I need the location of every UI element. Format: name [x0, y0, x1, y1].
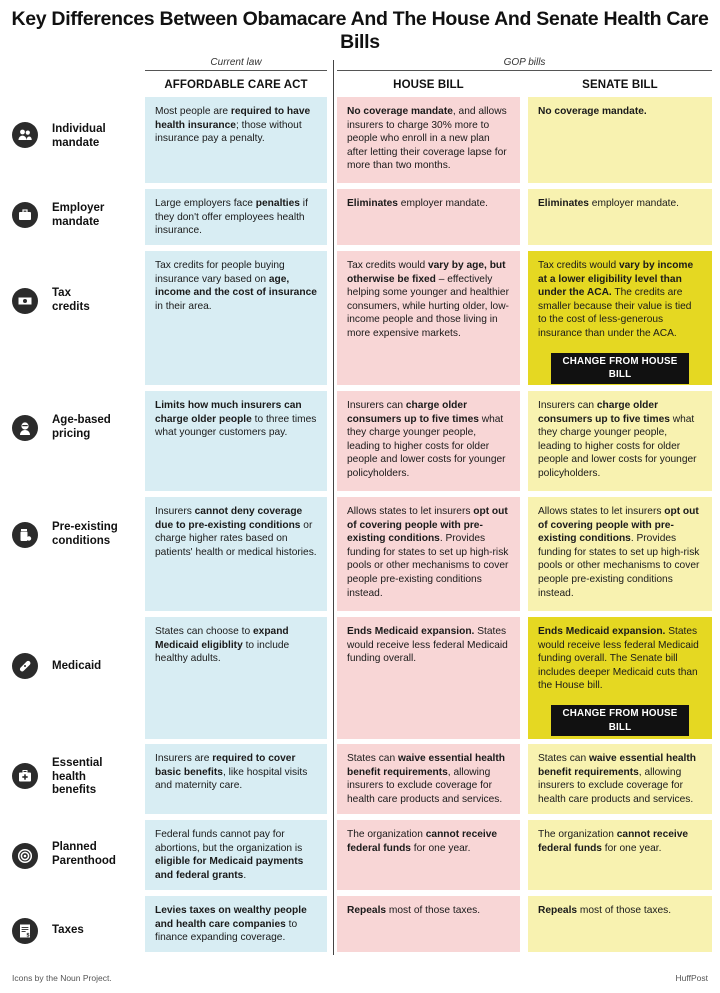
row-label-line: health: [52, 770, 86, 783]
cell-text: [155, 197, 317, 238]
cell-house-medicaid: [337, 617, 520, 739]
gop-bills-rule: [337, 70, 712, 71]
body-text: , allowing insurers to exclude coverage for health care products and services.: [347, 766, 503, 805]
body-text: ; those without insurance pay a penalty.: [155, 119, 302, 145]
cell-senate-taxes: [528, 896, 712, 952]
body-text: States can: [538, 753, 589, 764]
emphasis-text: Ends Medicaid expansion.: [538, 626, 666, 637]
cell-text: [347, 625, 510, 666]
body-text: or charge higher rates based on patients' health or medical histories.: [155, 519, 317, 558]
emphasis-text: required to have health insurance: [155, 106, 311, 131]
body-text: – effectively helping some younger and healthier consumers, while hurting older, low-income people and those living in more expensive markets.: [347, 273, 509, 339]
cell-senate-individual-mandate: [528, 97, 712, 183]
emphasis-text: Eliminates: [347, 198, 398, 209]
body-text: States can choose to: [155, 626, 253, 637]
body-text: most of those taxes.: [386, 905, 481, 916]
cell-text: [347, 752, 510, 806]
svg-text:$: $: [26, 932, 30, 939]
emphasis-text: Eliminates: [538, 198, 589, 209]
emphasis-text: required to cover basic benefits: [155, 753, 296, 778]
row-label-line: mandate: [52, 136, 100, 149]
row-label-line: Parenthood: [52, 854, 116, 867]
cell-aca-essential-health-benefits: [145, 744, 327, 814]
cell-text: [155, 904, 317, 945]
cell-text: [538, 399, 702, 481]
elderly-person-icon: [12, 415, 38, 441]
cell-senate-employer-mandate: [528, 189, 712, 245]
emphasis-text: eligible for Medicaid payments and federal grants: [155, 856, 304, 881]
cell-house-age-based-pricing: [337, 391, 520, 491]
cell-senate-pre-existing-conditions: [528, 497, 712, 611]
publisher-brand: HuffPost: [675, 973, 708, 983]
body-text: to finance expanding coverage.: [155, 918, 298, 944]
row-label-line: Age-based: [52, 414, 111, 426]
row-label-pre-existing-conditions: [52, 521, 142, 548]
emphasis-text: waive essential health benefit requirements: [538, 753, 696, 778]
row-label-line: pricing: [52, 427, 91, 440]
body-text: The organization: [538, 829, 617, 840]
row-label-line: benefits: [52, 784, 97, 796]
cell-aca-medicaid: [145, 617, 327, 739]
body-text: , allowing insurers to exclude coverage for health care products and services.: [538, 766, 694, 805]
body-text: , like hospital visits and maternity care.: [155, 766, 308, 792]
body-text: Allows states to let insurers: [347, 506, 474, 517]
cell-house-individual-mandate: [337, 97, 520, 183]
column-header-aca: AFFORDABLE CARE ACT: [164, 79, 308, 91]
cell-text: [347, 828, 510, 855]
body-text: Insurers can: [538, 400, 597, 411]
cell-text: [538, 259, 702, 341]
cell-text: [538, 752, 702, 806]
body-text: . Provides funding for states to set up high-risk pools or other mechanisms to cover people pre-existing conditions instead.: [538, 533, 700, 599]
cell-senate-tax-credits: [528, 251, 712, 385]
row-label-age-based-pricing: [52, 414, 142, 441]
emphasis-text: No coverage mandate.: [538, 106, 647, 117]
current-law-rule: [145, 70, 327, 71]
body-text: The credits are smaller because their value is tied to the cost of less-generous insurance than under the ACA.: [538, 287, 692, 339]
change-from-house-badge: CHANGE FROM HOUSE BILL: [551, 705, 689, 736]
icon-credit: Icons by the Noun Project.: [12, 973, 112, 983]
row-label-line: Employer: [52, 202, 105, 214]
cell-text: [347, 259, 510, 341]
cell-text: [538, 904, 702, 918]
body-text: for one year.: [601, 842, 662, 854]
cell-text: [538, 505, 702, 600]
row-label-line: mandate: [52, 215, 100, 228]
body-text: States would receive less federal Medicaid funding overall. The Senate bill includes deeper Medicaid cuts than the House bill.: [538, 626, 699, 692]
cell-senate-essential-health-benefits: [528, 744, 712, 814]
emphasis-text: cannot receive federal funds: [538, 829, 689, 854]
money-icon: [12, 288, 38, 314]
cell-aca-tax-credits: [145, 251, 327, 385]
cell-text: [347, 904, 510, 918]
row-label-planned-parenthood: [52, 841, 142, 868]
current-law-subheader: Current law: [210, 57, 262, 68]
body-text: Tax credits would: [538, 260, 619, 271]
cell-aca-taxes: [145, 896, 327, 952]
pill-bottle-icon: [12, 522, 38, 548]
cell-text: [538, 105, 702, 119]
emphasis-text: penalties: [255, 198, 300, 209]
row-label-line: credits: [52, 300, 90, 313]
body-text: . Provides funding for states to set up high-risk pools or other mechanisms to cover people pre-existing conditions instead.: [347, 533, 509, 599]
body-text: Large employers face: [155, 198, 256, 209]
cell-text: [155, 505, 317, 559]
cell-text: [347, 197, 510, 211]
emphasis-text: Ends Medicaid expansion.: [347, 626, 475, 637]
row-label-line: Medicaid: [52, 660, 102, 672]
cell-text: [155, 399, 317, 440]
row-label-essential-health-benefits: [52, 757, 142, 798]
row-label-line: Taxes: [52, 924, 84, 936]
cell-house-taxes: [337, 896, 520, 952]
cell-text: [155, 752, 317, 793]
body-text: employer mandate.: [588, 198, 680, 209]
cell-text: [347, 105, 510, 173]
emphasis-text: Repeals: [538, 905, 578, 916]
cell-house-planned-parenthood: [337, 820, 520, 890]
emphasis-text: waive essential health benefit requirements: [347, 753, 505, 778]
emphasis-text: Repeals: [347, 905, 387, 916]
body-text: employer mandate.: [397, 198, 489, 209]
body-text: Most people are: [155, 106, 231, 117]
row-label-taxes: [52, 924, 142, 938]
body-text: The organization: [347, 829, 426, 840]
row-label-line: conditions: [52, 534, 111, 547]
row-label-medicaid: [52, 660, 142, 674]
body-text: .: [243, 869, 247, 881]
cell-aca-planned-parenthood: [145, 820, 327, 890]
body-text: Insurers can: [347, 400, 406, 411]
body-text: Tax credits would: [347, 260, 428, 271]
emphasis-text: vary by income at a lower eligibility level than under the ACA.: [538, 260, 694, 299]
column-header-senate: SENATE BILL: [582, 79, 658, 91]
body-text: to include healthy adults.: [155, 639, 290, 665]
row-label-line: Essential: [52, 757, 103, 769]
cell-aca-pre-existing-conditions: [145, 497, 327, 611]
row-label-tax-credits: [52, 287, 142, 314]
cell-text: [538, 625, 702, 693]
row-label-line: Individual: [52, 123, 106, 135]
body-text: Federal funds cannot pay for abortions, but the organization is: [155, 829, 303, 854]
body-text: States would receive less federal Medicaid funding overall.: [347, 626, 508, 665]
body-text: what they charge younger people, leading to higher costs for older people and lower costs for younger policyholders.: [347, 413, 506, 479]
cell-house-employer-mandate: [337, 189, 520, 245]
emphasis-text: cannot deny coverage due to pre-existing conditions: [155, 506, 303, 531]
body-text: Insurers are: [155, 753, 213, 764]
cell-house-tax-credits: [337, 251, 520, 385]
body-text: if they don't offer employees health insurance.: [155, 198, 308, 237]
emphasis-text: cannot receive federal funds: [347, 829, 498, 854]
row-label-individual-mandate: [52, 123, 142, 150]
cell-text: [347, 399, 510, 481]
emphasis-text: opt out of covering people with pre-existing conditions: [538, 506, 699, 545]
body-text: Tax credits for people buying insurance vary based on: [155, 260, 285, 285]
body-text: , and allows insurers to charge 30% more to people who enroll in a new plan after letting their coverage lapse for more than two months.: [347, 106, 507, 172]
emphasis-text: Levies taxes on wealthy people and health care companies: [155, 905, 307, 930]
cell-aca-age-based-pricing: [145, 391, 327, 491]
body-text: to three times what younger customers pay.: [155, 413, 317, 439]
briefcase-icon: [12, 202, 38, 228]
bandage-icon: [12, 653, 38, 679]
emphasis-text: charge older consumers up to five times: [538, 400, 670, 425]
row-label-line: Pre-existing: [52, 521, 118, 533]
cell-senate-medicaid: [528, 617, 712, 739]
page-title: Key Differences Between Obamacare And The House And Senate Health Care Bills: [11, 8, 709, 53]
body-text: most of those taxes.: [577, 905, 672, 916]
emphasis-text: opt out of covering people with pre-existing conditions: [347, 506, 508, 545]
body-text: States can: [347, 753, 398, 764]
people-icon: [12, 122, 38, 148]
medical-kit-icon: [12, 763, 38, 789]
emphasis-text: Limits how much insurers can charge older people: [155, 400, 302, 425]
cell-aca-employer-mandate: [145, 189, 327, 245]
column-header-house: HOUSE BILL: [393, 79, 464, 91]
cell-text: [347, 505, 510, 600]
emphasis-text: vary by age, but otherwise be fixed: [347, 260, 506, 285]
emphasis-text: age, income and the cost of insurance: [155, 273, 317, 299]
change-from-house-badge: CHANGE FROM HOUSE BILL: [551, 353, 689, 384]
cell-text: [155, 105, 317, 146]
cell-text: [538, 197, 702, 211]
cell-text: [155, 625, 317, 666]
cell-aca-individual-mandate: [145, 97, 327, 183]
column-divider: [333, 60, 334, 955]
body-text: what they charge younger people, leading to higher costs for older people and lower costs for younger policyholders.: [538, 413, 697, 479]
emphasis-text: expand Medicaid eligiblity: [155, 626, 289, 651]
body-text: for one year.: [410, 842, 471, 854]
cell-senate-age-based-pricing: [528, 391, 712, 491]
emphasis-text: charge older consumers up to five times: [347, 400, 479, 425]
cell-senate-planned-parenthood: [528, 820, 712, 890]
body-text: in their area.: [155, 300, 212, 312]
cell-text: [155, 259, 317, 313]
tax-document-icon: [12, 918, 38, 944]
emphasis-text: No coverage mandate: [347, 106, 453, 117]
body-text: Insurers: [155, 506, 195, 517]
body-text: Allows states to let insurers: [538, 506, 665, 517]
gop-bills-subheader: GOP bills: [503, 57, 546, 68]
row-label-employer-mandate: [52, 202, 142, 229]
row-label-line: Tax: [52, 287, 71, 299]
cell-text: [155, 828, 317, 882]
target-icon: [12, 843, 38, 869]
cell-house-pre-existing-conditions: [337, 497, 520, 611]
cell-house-essential-health-benefits: [337, 744, 520, 814]
row-label-line: Planned: [52, 841, 97, 853]
cell-text: [538, 828, 702, 855]
